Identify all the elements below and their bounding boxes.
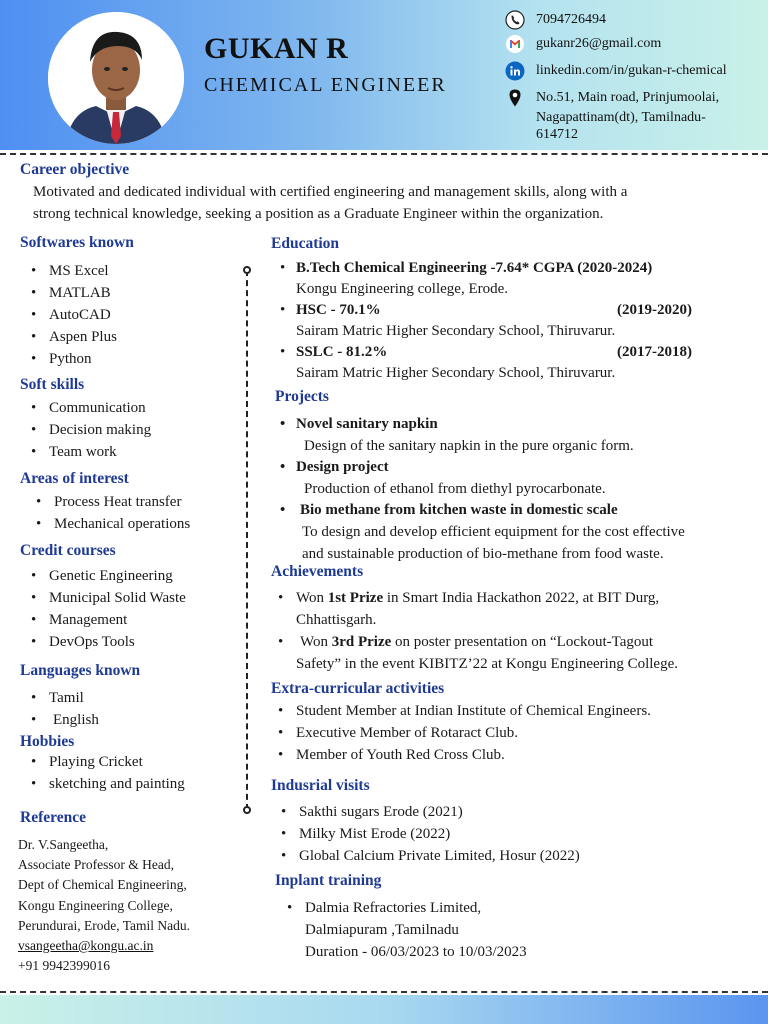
list-item: • Sakthi sugars Erode (2021) (271, 801, 580, 823)
achievement-prize: 1st Prize (327, 590, 384, 606)
list-item: • Team work (21, 441, 151, 463)
project-description: Production of ethanol from diethyl pyrocarbonate. (304, 481, 606, 497)
credit-list (21, 565, 186, 653)
list-item: • sketching and painting (21, 773, 185, 795)
soft-skills-list (21, 397, 151, 463)
education-school: Kongu Engineering college, Erode. (296, 281, 509, 297)
footer-banner (0, 995, 768, 1024)
email-address[interactable]: gukanr26@gmail.com (536, 36, 662, 51)
languages-heading: Languages known (20, 662, 141, 679)
reference-line: Kongu Engineering College, (18, 897, 173, 913)
achievement-item (268, 587, 758, 631)
profile-photo (48, 12, 184, 144)
linkedin-url[interactable]: linkedin.com/in/gukan-r-chemical (536, 63, 727, 78)
project-description: Design of the sanitary napkin in the pure organic form. (304, 438, 634, 454)
phone-icon (505, 10, 525, 30)
education-year: (2019-2020) (617, 302, 692, 318)
reference-details (18, 835, 190, 976)
project-title: • Bio methane from kitchen waste in domestic scale (280, 500, 760, 521)
education-item (280, 342, 700, 363)
list-item: • Python (21, 348, 117, 370)
reference-email-link[interactable]: vsangeetha@kongu.ac.in (18, 938, 154, 954)
list-item: • Municipal Solid Waste (21, 587, 186, 609)
soft-skills-heading: Soft skills (20, 376, 85, 393)
linkedin-contact (505, 61, 727, 81)
list-item-text: English (53, 712, 99, 728)
address-text (536, 88, 719, 145)
career-line: strong technical knowledge, seeking a position as a Graduate Engineer within the organization. (33, 206, 604, 222)
inplant-line: Dalmiapuram ,Tamilnadu (305, 922, 459, 938)
achievement-item (268, 631, 758, 675)
achievement-text: Won (296, 590, 328, 606)
interests-heading: Areas of interest (20, 470, 129, 487)
list-item: • Milky Mist Erode (2022) (271, 823, 580, 845)
gmail-icon (505, 34, 525, 54)
projects-heading: Projects (275, 388, 329, 405)
phone-number[interactable]: 7094726494 (536, 12, 606, 27)
address-contact (505, 88, 765, 145)
list-item: • Decision making (21, 419, 151, 441)
career-heading: Career objective (20, 161, 130, 178)
inplant-details (305, 919, 527, 963)
reference-line: Dr. V.Sangeetha, (18, 837, 109, 852)
column-divider (246, 270, 248, 810)
languages-list (21, 687, 99, 731)
visits-list (271, 801, 580, 867)
list-item: • Student Member at Indian Institute of Chemical Engineers. (268, 700, 651, 722)
list-item-text: Management (49, 612, 128, 628)
extra-heading: Extra-curricular activities (271, 680, 445, 697)
divider-dot (243, 806, 251, 814)
hobbies-heading: Hobbies (20, 733, 75, 750)
project-description: To design and develop efficient equipment for the cost effective (302, 524, 685, 540)
career-line: Motivated and dedicated individual with certified engineering and management skills, along with a (33, 184, 628, 200)
address-line: Nagapattinam(dt), Tamilnadu- (536, 110, 706, 125)
education-degree: SSLC - 81.2% (296, 344, 388, 360)
achievement-text: on poster presentation on “Lockout-Tagout (391, 634, 654, 650)
achievements-list (268, 587, 758, 675)
candidate-name: GUKAN R (204, 32, 349, 65)
header-banner (0, 0, 768, 150)
list-item: • Dalmia Refractories Limited, (277, 897, 481, 919)
inplant-list (277, 897, 481, 919)
education-list (280, 258, 700, 384)
project-description: and sustainable production of bio-methane from food waste. (302, 546, 664, 562)
education-item (280, 258, 700, 279)
achievement-prize: 3rd Prize (331, 634, 392, 650)
list-item: • Genetic Engineering (21, 565, 186, 587)
visits-heading: Indusrial visits (271, 777, 370, 794)
education-year: (2017-2018) (617, 344, 692, 360)
reference-line: Perundurai, Erode, Tamil Nadu. (18, 917, 191, 933)
list-item-continued (21, 609, 186, 631)
project-title: • Novel sanitary napkin (280, 414, 760, 435)
education-item (280, 300, 700, 321)
achievement-text: in Smart India Hackathon 2022, at BIT Durg, (383, 590, 660, 606)
address-line: 614712 (536, 127, 578, 142)
projects-list (280, 414, 760, 565)
list-item: • Playing Cricket (21, 751, 185, 773)
candidate-title: CHEMICAL ENGINEER (204, 74, 447, 96)
reference-line: Dept of Chemical Engineering, (18, 877, 187, 893)
education-degree: B.Tech Chemical Engineering -7.64* CGPA (2020-2024) (296, 260, 653, 276)
list-item: • DevOps Tools (21, 631, 186, 653)
list-item: • AutoCAD (21, 304, 117, 326)
interests-list (26, 491, 190, 535)
list-item: • Global Calcium Private Limited, Hosur (2022) (271, 845, 580, 867)
list-item (21, 709, 99, 731)
top-divider (0, 153, 768, 155)
list-item: • MS Excel (21, 260, 117, 282)
education-school: Sairam Matric Higher Secondary School, Thiruvarur. (296, 365, 616, 381)
location-pin-icon (505, 88, 525, 108)
hobbies-list (21, 751, 185, 795)
inplant-heading: Inplant training (275, 872, 382, 889)
list-item: • Mechanical operations (26, 513, 190, 535)
reference-heading: Reference (20, 809, 86, 826)
email-contact (505, 34, 661, 54)
list-item: • Member of Youth Red Cross Club. (268, 744, 651, 766)
education-heading: Education (271, 235, 340, 252)
achievement-text: Chhattisgarh. (296, 612, 377, 628)
list-item: • Tamil (21, 687, 99, 709)
list-item: • Aspen Plus (21, 326, 117, 348)
address-line: No.51, Main road, Prinjumoolai, (536, 90, 720, 105)
credit-heading: Credit courses (20, 542, 116, 559)
inplant-line: Duration - 06/03/2023 to 10/03/2023 (305, 944, 527, 960)
reference-line: Associate Professor & Head, (18, 857, 174, 873)
education-school: Sairam Matric Higher Secondary School, Thiruvarur. (296, 323, 616, 339)
achievement-text: Won (300, 634, 332, 650)
softwares-heading: Softwares known (20, 234, 134, 251)
list-item: • Communication (21, 397, 151, 419)
education-degree: HSC - 70.1% (296, 302, 381, 318)
reference-phone: +91 9942399016 (18, 958, 110, 974)
linkedin-icon (505, 61, 525, 81)
divider-dot (243, 266, 251, 274)
bottom-divider (0, 991, 768, 993)
extra-list (268, 700, 651, 766)
list-item: • Executive Member of Rotaract Club. (268, 722, 651, 744)
phone-contact (505, 10, 606, 30)
softwares-list (21, 260, 117, 370)
project-title: • Design project (280, 457, 760, 478)
career-text (33, 181, 758, 225)
achievement-text: Safety” in the event KIBITZ’22 at Kongu Engineering College. (296, 656, 678, 672)
list-item: • Process Heat transfer (26, 491, 190, 513)
achievements-heading: Achievements (271, 563, 364, 580)
list-item: • MATLAB (21, 282, 117, 304)
